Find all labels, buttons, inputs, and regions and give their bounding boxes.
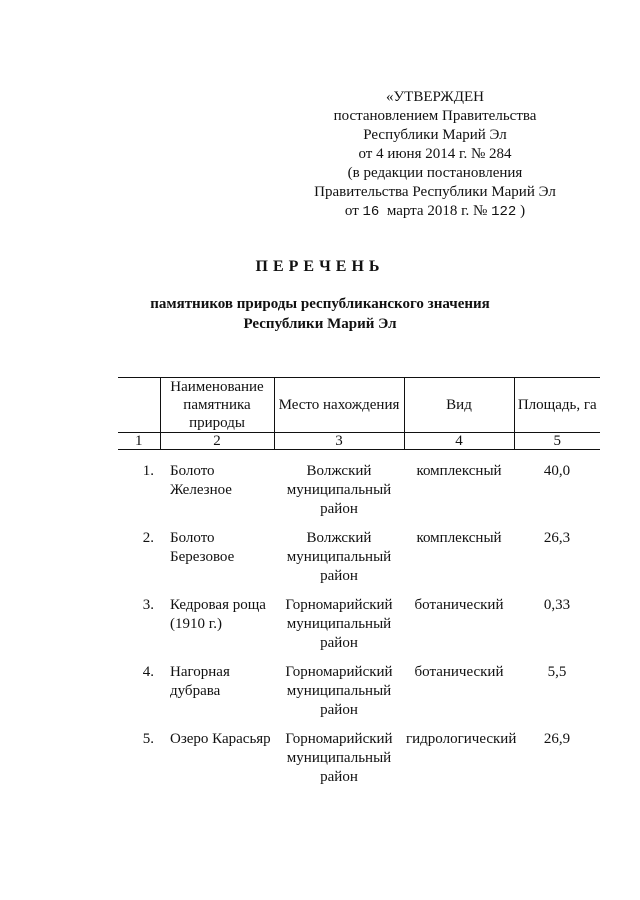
row-place xyxy=(274,596,404,663)
approval-last-line xyxy=(285,202,585,222)
row-area: 5,5 xyxy=(547,664,567,680)
row-kind: гидрологический xyxy=(406,731,517,747)
row-place-line: Волжский xyxy=(306,463,372,479)
row-kind: комплексный xyxy=(416,463,502,479)
row-name xyxy=(160,462,274,529)
row-number: 3. xyxy=(142,597,154,613)
row-name-line: дубрава xyxy=(170,683,221,699)
row-place-line: Волжский xyxy=(306,530,372,546)
row-name xyxy=(160,596,274,663)
approval-number: 122 xyxy=(491,204,517,220)
row-place xyxy=(274,730,404,797)
row-place-line: муниципальный xyxy=(286,616,392,632)
subtitle-line: Республики Марий Эл xyxy=(243,316,397,332)
row-name xyxy=(160,663,274,730)
row-place-line: Горномарийский xyxy=(285,664,393,680)
approval-line: от 4 июня 2014 г. № 284 xyxy=(358,146,512,162)
table-header xyxy=(118,377,600,450)
header-cell-number xyxy=(118,378,160,433)
approval-date-middle: марта 2018 г. № xyxy=(379,203,492,219)
row-area: 0,33 xyxy=(543,597,571,613)
row-place-line: муниципальный xyxy=(286,482,392,498)
row-area: 26,3 xyxy=(543,530,571,546)
row-place xyxy=(274,663,404,730)
row-number: 5. xyxy=(142,731,154,747)
row-place-line: муниципальный xyxy=(286,750,392,766)
header-cell-place: Место нахождения xyxy=(274,378,404,433)
header-cell-kind: Вид xyxy=(404,378,514,433)
row-place-line: Горномарийский xyxy=(285,731,393,747)
row-kind: комплексный xyxy=(416,530,502,546)
approval-line: Республики Марий Эл xyxy=(363,127,507,143)
row-name xyxy=(160,529,274,596)
approval-line: «УТВЕРЖДЕН xyxy=(386,89,484,105)
row-number: 2. xyxy=(142,530,154,546)
approval-date-prefix: от xyxy=(344,203,363,219)
approval-line: постановлением Правительства xyxy=(333,108,537,124)
row-number: 1. xyxy=(142,463,154,479)
row-place-line: район xyxy=(320,568,358,584)
approval-line: Правительства Республики Марий Эл xyxy=(314,184,556,200)
monuments-table xyxy=(118,462,600,797)
document-subtitle xyxy=(100,294,540,334)
row-place-line: район xyxy=(320,702,358,718)
column-number: 1 xyxy=(118,433,160,450)
approval-line: (в редакции постановления xyxy=(347,165,523,181)
row-name-line: Нагорная xyxy=(170,664,230,680)
header-cell-area: Площадь, га xyxy=(514,378,600,433)
row-name-line: Озеро Карасьяр xyxy=(170,731,271,747)
table-row xyxy=(118,596,600,663)
row-place-line: район xyxy=(320,635,358,651)
table-row xyxy=(118,730,600,797)
row-area: 26,9 xyxy=(543,731,571,747)
subtitle-line: памятников природы республиканского значения xyxy=(150,296,490,312)
row-area: 40,0 xyxy=(543,463,571,479)
column-number: 3 xyxy=(274,433,404,450)
row-number: 4. xyxy=(142,664,154,680)
column-number: 4 xyxy=(404,433,514,450)
row-place xyxy=(274,462,404,529)
table-row xyxy=(118,663,600,730)
header-row xyxy=(118,378,600,433)
approval-day: 16 xyxy=(362,204,380,220)
row-place-line: Горномарийский xyxy=(285,597,393,613)
header-cell-name: Наименование памятника природы xyxy=(160,378,274,433)
row-place-line: муниципальный xyxy=(286,683,392,699)
row-name-line: Березовое xyxy=(170,549,235,565)
table-row xyxy=(118,462,600,529)
column-number: 2 xyxy=(160,433,274,450)
approval-suffix: ) xyxy=(516,203,526,219)
row-kind: ботанический xyxy=(414,664,504,680)
table-row xyxy=(118,529,600,596)
row-place-line: район xyxy=(320,769,358,785)
column-number-row xyxy=(118,433,600,450)
row-name-line: Болото xyxy=(170,530,215,546)
row-name-line: Кедровая роща xyxy=(170,597,266,613)
column-number: 5 xyxy=(514,433,600,450)
row-place-line: муниципальный xyxy=(286,549,392,565)
row-name-line: Железное xyxy=(170,482,232,498)
row-place xyxy=(274,529,404,596)
row-name-line: Болото xyxy=(170,463,215,479)
row-kind: ботанический xyxy=(414,597,504,613)
row-place-line: район xyxy=(320,501,358,517)
row-name-line: (1910 г.) xyxy=(170,616,222,632)
document-title: ПЕРЕЧЕНЬ xyxy=(255,258,385,275)
approval-stamp xyxy=(285,88,585,222)
row-name xyxy=(160,730,274,797)
